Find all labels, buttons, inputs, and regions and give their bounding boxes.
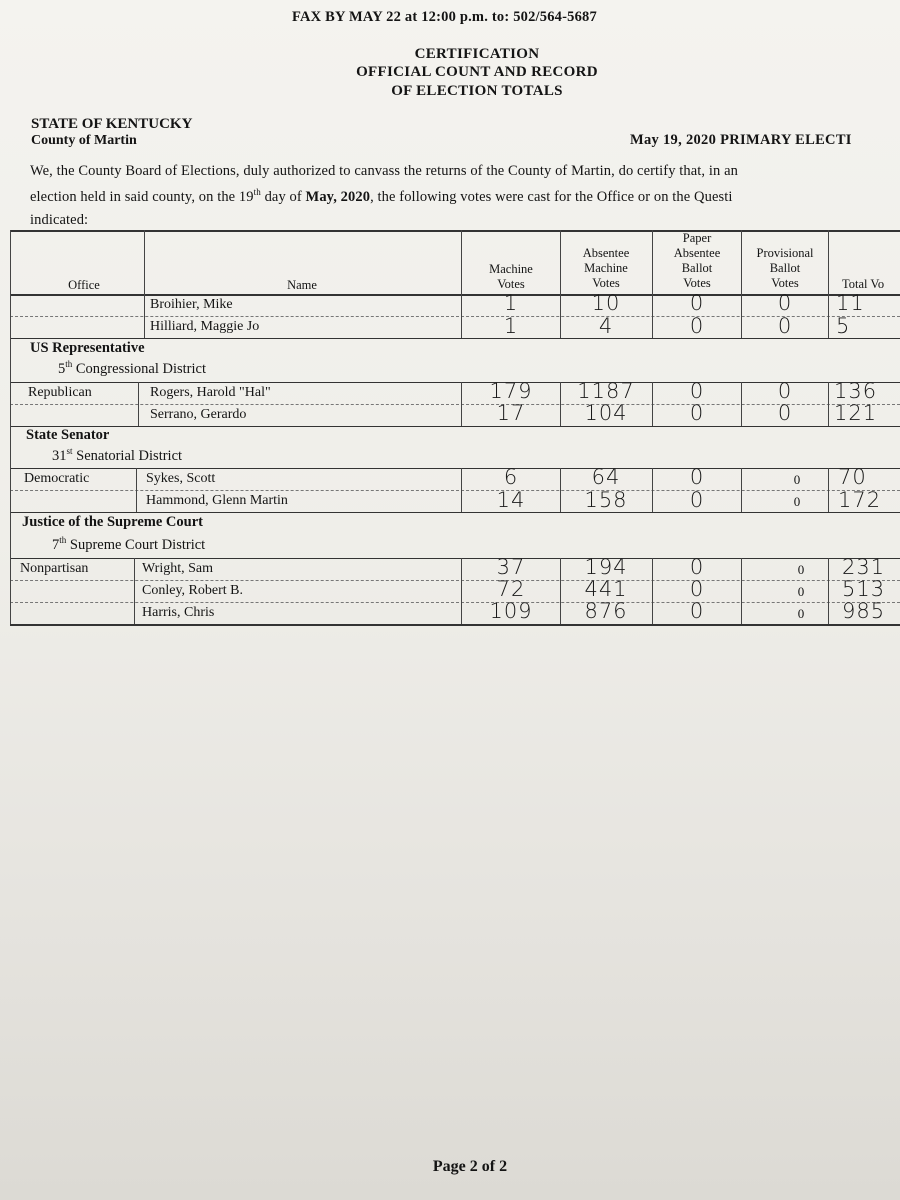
fax-instruction: FAX BY MAY 22 at 12:00 p.m. to: 502/564-5687 [292, 9, 597, 25]
absentee-votes: 441 [584, 577, 628, 601]
intro-line-2: election held in said county, on the 19th day of May, 2020, the following votes were cast for the Office or on the Questi [30, 187, 733, 205]
candidate-name: Hammond, Glenn Martin [146, 493, 288, 508]
provisional-votes: 0 [797, 606, 805, 621]
col-machine-votes: Machine Votes [489, 262, 533, 291]
paper-votes: 0 [689, 488, 705, 512]
provisional-votes: 0 [793, 494, 801, 509]
absentee-votes: 10 [591, 291, 621, 315]
machine-votes: 179 [489, 379, 533, 403]
provisional-votes: 0 [797, 584, 805, 599]
machine-votes: 17 [496, 401, 526, 425]
page-number: Page 2 of 2 [432, 1158, 508, 1175]
total-votes: 70 [838, 465, 867, 489]
absentee-votes: 104 [584, 401, 628, 425]
total-votes: 513 [842, 577, 886, 601]
machine-votes: 1 [503, 314, 519, 338]
absentee-votes: 194 [584, 555, 628, 579]
provisional-votes: 0 [777, 401, 793, 425]
candidate-name: Wright, Sam [142, 561, 213, 576]
col-paper-absentee-votes: Paper Absentee Ballot Votes [673, 231, 721, 290]
candidate-name: Hilliard, Maggie Jo [150, 319, 260, 334]
absentee-votes: 64 [591, 465, 621, 489]
provisional-votes: 0 [797, 562, 805, 577]
provisional-votes: 0 [793, 472, 801, 487]
total-votes: 231 [842, 555, 886, 579]
absentee-votes: 876 [584, 599, 628, 623]
machine-votes: 37 [496, 555, 526, 579]
section-title-us-representative: US Representative [30, 340, 145, 356]
title-official-count: OFFICIAL COUNT AND RECORD [356, 64, 598, 80]
col-total-votes: Total Vo [842, 277, 885, 291]
candidate-name: Broihier, Mike [150, 297, 233, 312]
paper-votes: 0 [689, 291, 705, 315]
provisional-votes: 0 [777, 379, 793, 403]
title-election-totals: OF ELECTION TOTALS [391, 83, 563, 99]
candidate-name: Conley, Robert B. [142, 583, 243, 598]
party-label: Democratic [24, 471, 90, 486]
section-title-justice-supreme-court: Justice of the Supreme Court [22, 514, 203, 530]
paper-votes: 0 [689, 555, 705, 579]
candidate-name: Serrano, Gerardo [150, 407, 247, 422]
machine-votes: 14 [496, 488, 526, 512]
intro-line-1: We, the County Board of Elections, duly authorized to canvass the returns of the County of Martin, do certify that, in an [30, 163, 738, 179]
total-votes: 121 [834, 401, 878, 425]
district-label: 31st Senatorial District [52, 446, 183, 464]
machine-votes: 72 [496, 577, 526, 601]
section-title-state-senator: State Senator [26, 427, 110, 443]
total-votes: 985 [842, 599, 886, 623]
machine-votes: 1 [503, 291, 519, 315]
district-label: 5th Congressional District [58, 359, 206, 377]
candidate-name: Harris, Chris [142, 605, 215, 620]
provisional-votes: 0 [777, 291, 793, 315]
paper-votes: 0 [689, 314, 705, 338]
absentee-votes: 1187 [577, 379, 635, 403]
machine-votes: 6 [503, 465, 519, 489]
county-name: County of Martin [31, 133, 137, 148]
total-votes: 172 [838, 488, 882, 512]
candidate-name: Sykes, Scott [146, 471, 216, 486]
paper-votes: 0 [689, 379, 705, 403]
total-votes: 5 [836, 314, 851, 338]
state-name: STATE OF KENTUCKY [31, 116, 193, 132]
district-label: 7th Supreme Court District [52, 535, 206, 553]
col-name: Name [287, 278, 317, 292]
absentee-votes: 158 [584, 488, 628, 512]
total-votes: 136 [834, 379, 878, 403]
paper-votes: 0 [689, 599, 705, 623]
election-name: May 19, 2020 PRIMARY ELECTI [630, 132, 852, 148]
machine-votes: 109 [489, 599, 533, 623]
paper-votes: 0 [689, 401, 705, 425]
candidate-name: Rogers, Harold "Hal" [150, 385, 271, 400]
total-votes: 11 [836, 291, 865, 315]
title-certification: CERTIFICATION [414, 46, 540, 62]
absentee-votes: 4 [598, 314, 614, 338]
col-provisional-votes: Provisional Ballot Votes [756, 246, 814, 290]
paper-votes: 0 [689, 577, 705, 601]
col-absentee-machine-votes: Absentee Machine Votes [582, 246, 630, 290]
provisional-votes: 0 [777, 314, 793, 338]
col-office: Office [68, 278, 100, 292]
paper-votes: 0 [689, 465, 705, 489]
intro-line-3: indicated: [30, 212, 89, 228]
party-label: Republican [28, 385, 92, 400]
party-label: Nonpartisan [20, 561, 89, 576]
